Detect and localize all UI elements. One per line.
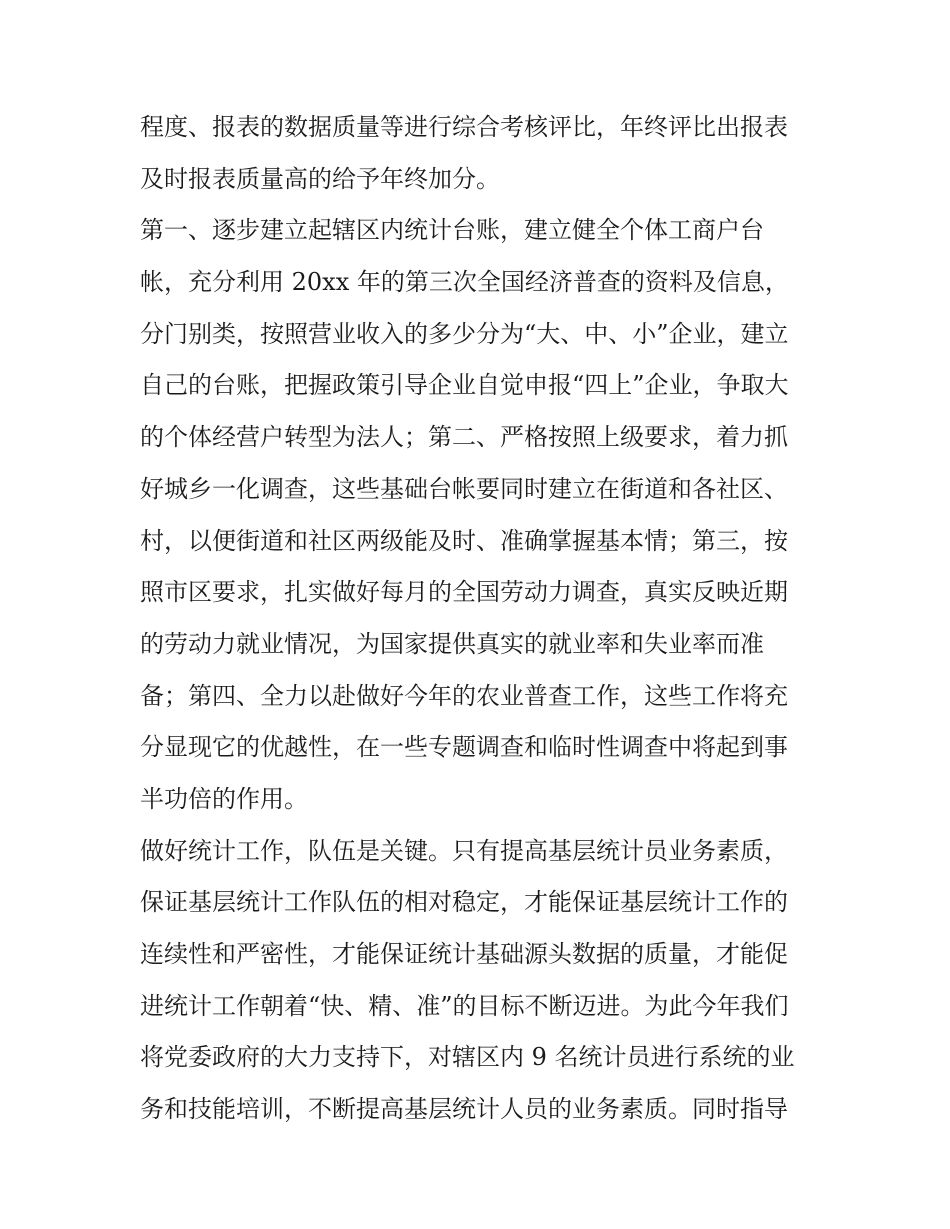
text-line: 及时报表质量高的给予年终加分。 [140,164,500,193]
text-line: 照市区要求，扎实做好每月的全国劳动力调查，真实反映近期 [140,578,788,607]
text-line: 的劳动力就业情况，为国家提供真实的就业率和失业率而准 [140,629,764,658]
text-line: 村，以便街道和社区两级能及时、准确掌握基本情；第三，按 [140,526,788,555]
text-line: 的个体经营户转型为法人；第二、严格按照上级要求，着力抓 [140,423,788,452]
text-line: 将党委政府的大力支持下，对辖区内 9 名统计员进行系统的业 [140,1043,795,1072]
text-line: 程度、报表的数据质量等进行综合考核评比，年终评比出报表 [140,113,788,141]
text-line: 连续性和严密性，才能保证统计基础源头数据的质量，才能促 [140,940,788,968]
text-line: 分门别类，按照营业收入的多少分为“大、中、小”企业，建立 [140,319,789,348]
document-body [140,102,820,1136]
text-line: 做好统计工作，队伍是关键。只有提高基层统计员业务素质， [140,836,788,865]
text-line: 务和技能培训，不断提高基层统计人员的业务素质。同时指导 [140,1095,788,1124]
text-line: 自己的台账，把握政策引导企业自觉申报“四上”企业，争取大 [140,371,789,400]
text-line: 第一、逐步建立起辖区内统计台账，建立健全个体工商户台 [140,216,764,245]
text-line: 半功倍的作用。 [140,784,308,813]
text-line: 进统计工作朝着“快、精、准”的目标不断迈进。为此今年我们 [140,991,789,1020]
text-line: 保证基层统计工作队伍的相对稳定，才能保证基层统计工作的 [140,888,788,917]
text-line: 分显现它的优越性，在一些专题调查和临时性调查中将起到事 [140,733,788,762]
text-line: 好城乡一化调查，这些基础台帐要同时建立在街道和各社区、 [140,474,788,503]
text-line: 帐，充分利用 20xx 年的第三次全国经济普查的资料及信息， [140,268,789,297]
text-line: 备；第四、全力以赴做好今年的农业普查工作，这些工作将充 [140,681,788,710]
